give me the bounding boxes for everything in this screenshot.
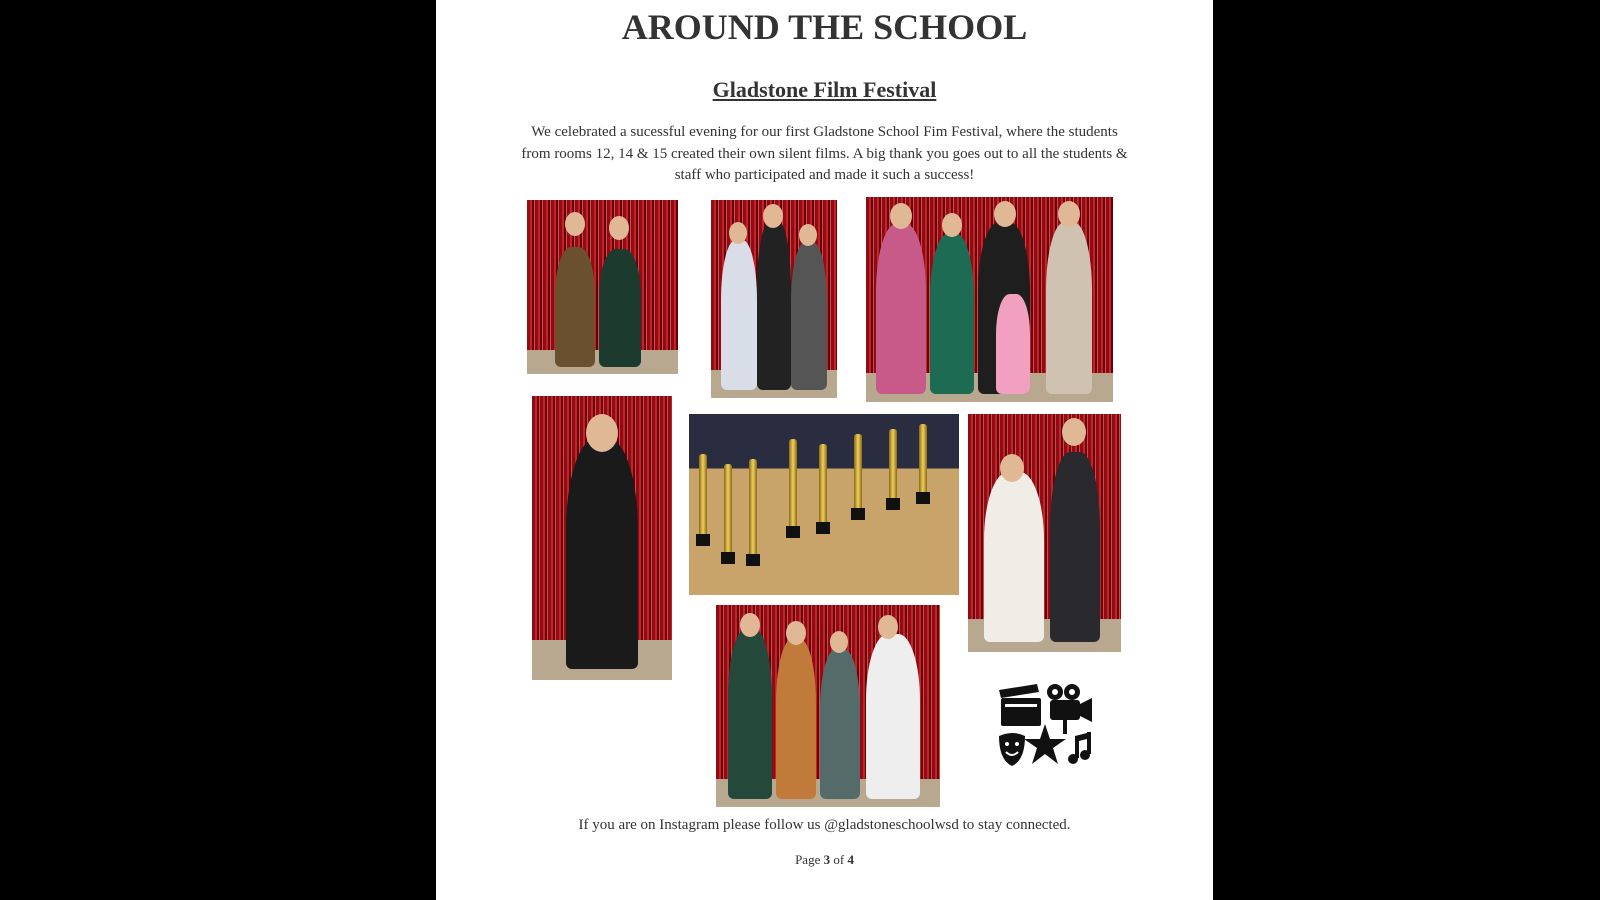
instagram-note: If you are on Instagram please follow us @gladstoneschoolwsd to stay connected. [578, 817, 1071, 833]
article-title: Gladstone Film Festival [712, 77, 937, 102]
film-festival-icon [995, 684, 1095, 776]
page-current: 3 [823, 852, 831, 867]
article-body: We celebrated a sucessful evening for our first Gladstone School Fim Festival, where the students from rooms 12, 14 & 15 created their own silent films. A big thank you goes out to all the students & staff who participated and made it such a success! [521, 124, 1128, 183]
page-total: 4 [847, 852, 854, 867]
trophies-photo [689, 414, 959, 595]
newsletter-page [436, 0, 1213, 900]
boy-in-tuxedo-photo [532, 396, 672, 680]
page-title: AROUND THE SCHOOL [621, 7, 1028, 47]
page-of: of [833, 852, 845, 867]
girl-and-boy-photo [968, 414, 1121, 652]
two-students-photo [527, 200, 678, 374]
page-label: Page [795, 852, 821, 867]
teacher-and-two-girls-photo [711, 200, 837, 398]
family-group-photo [716, 605, 940, 807]
family-photo [866, 197, 1113, 402]
page-number [436, 852, 1213, 868]
